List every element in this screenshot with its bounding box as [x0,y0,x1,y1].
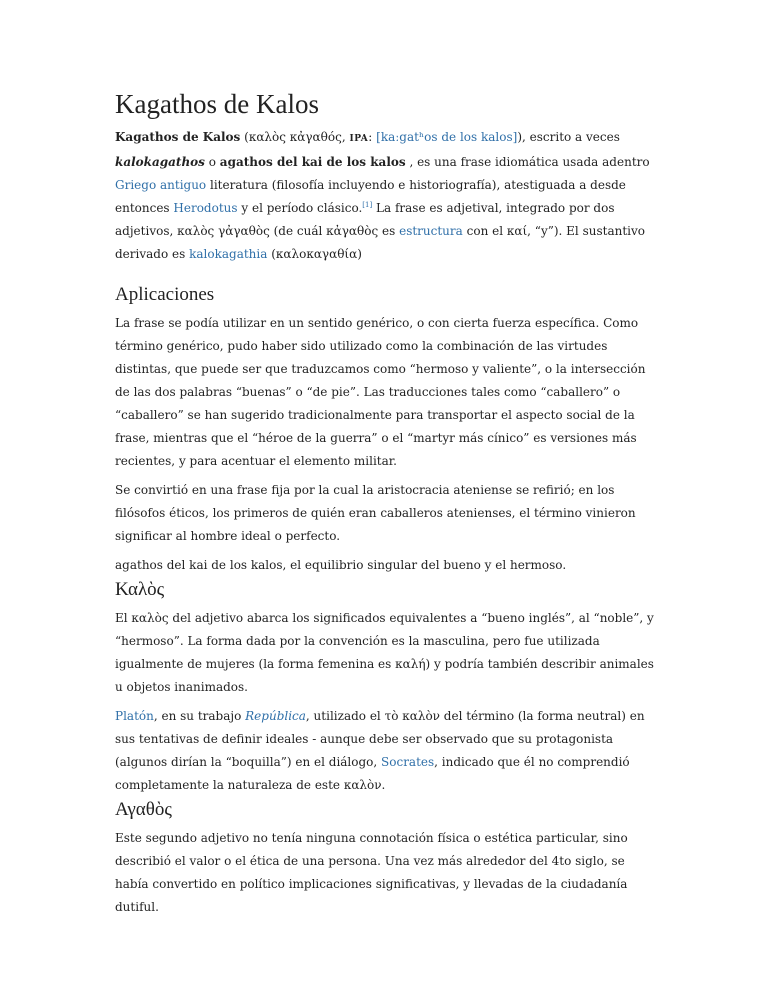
aplicaciones-paragraph-2: Se convirtió en una frase fija por la cual la aristocracia ateniense se refirió; en los filósofos éticos, los primeros de quién eran caballeros atenienses, el término vinieron significar al hombre ideal o perfecto. [115,483,636,543]
intro-variant-2: agathos del kai de los kalos [219,155,406,169]
ipa-link[interactable]: [kaːgatʰos de los kalos] [376,130,518,144]
aplicaciones-paragraph-1: La frase se podía utilizar en un sentido genérico, o con cierta fuerza específica. Como término genérico, pudo haber sido utilizado como la combinación de las virtudes distintas, que puede ser que traduzcamos como “hermoso y valiente”, o la intersección de las dos palabras “buenas” o “de pie”. Las traducciones tales como “caballero” o “caballero” se han sugerido tradicionalmente para transportar el aspecto social de la frase, mientras que el “héroe de la guerra” o el “martyr más cínico” es versiones más recientes, y para acentuar el elemento militar. [115,316,646,468]
intro-greek: καλὸς κἀγαθός [248,130,342,144]
intro-text: con el καί, “y”). El sustantivo derivado es [115,224,645,261]
intro-text: ( [240,130,249,144]
link-griego-antiguo[interactable]: Griego antiguo [115,178,207,192]
intro-text: : [368,130,377,144]
intro-text: y el período clásico. [237,201,363,215]
intro-paragraph [115,126,655,266]
kalos-paragraph-1: El καλὸς del adjetivo abarca los significados equivalentes a “bueno inglés”, al “noble”, y “hermoso”. La forma dada por la convención es la masculina, pero fue utilizada igualmente de mujeres (la forma femenina es καλή) y podría también describir animales u objetos inanimados. [115,611,654,694]
section-heading-kalos: Καλὸς [115,579,165,600]
reference-link[interactable]: [1] [362,201,373,209]
intro-text: literatura (filosofía incluyendo e historiografía), atestiguada a desde entonces [115,178,626,215]
link-estructura[interactable]: estructura [399,224,463,238]
link-socrates[interactable]: Socrates [381,755,435,769]
link-herodotus[interactable]: Herodotus [173,201,238,215]
article-content [115,88,655,925]
link-kalokagathia[interactable]: kalokagathia [189,247,268,261]
kalos-paragraph-2 [115,705,655,797]
intro-text: La frase es adjetival, integrado por dos adjetivos, καλὸς γἀγαθὸς (de cuál κἀγαθὸς es [115,201,615,238]
intro-text: , [341,130,350,144]
intro-term: Kagathos de Kalos [115,130,241,144]
ipa-label: IPA [349,134,369,144]
intro-text: , es una frase idiomática usada adentro [405,155,650,169]
page-title: Kagathos de Kalos [115,89,319,119]
section-heading-aplicaciones: Aplicaciones [115,284,215,305]
intro-variant-1: kalokagathos [115,155,205,169]
kalos-text: , utilizado el τὸ καλὸν del término (la forma neutral) en sus tentativas de definir ideales - aunque debe ser observado que su protagonista (algunos dirían la “boquilla”) en el diálogo, [115,709,645,769]
kalos-text: , en su trabajo [153,709,246,723]
kalos-text: , indicado que él no comprendió completamente la naturaleza de este καλὸν. [115,755,630,792]
intro-text: ), escrito a veces [517,130,620,144]
link-platon[interactable]: Platón [115,709,154,723]
section-heading-agathos: Αγαθὸς [115,799,172,820]
aplicaciones-paragraph-3: agathos del kai de los kalos, el equilibrio singular del bueno y el hermoso. [115,558,567,572]
link-republica[interactable]: República [245,709,306,723]
intro-text: (καλοκαγαθία) [267,247,362,261]
agathos-paragraph-1: Este segundo adjetivo no tenía ninguna connotación física o estética particular, sino describió el valor o el ética de una persona. Una vez más alrededor del 4to siglo, se había convertido en político implicaciones significativas, y llevadas de la ciudadanía dutiful. [115,831,628,914]
intro-text: o [204,155,220,169]
